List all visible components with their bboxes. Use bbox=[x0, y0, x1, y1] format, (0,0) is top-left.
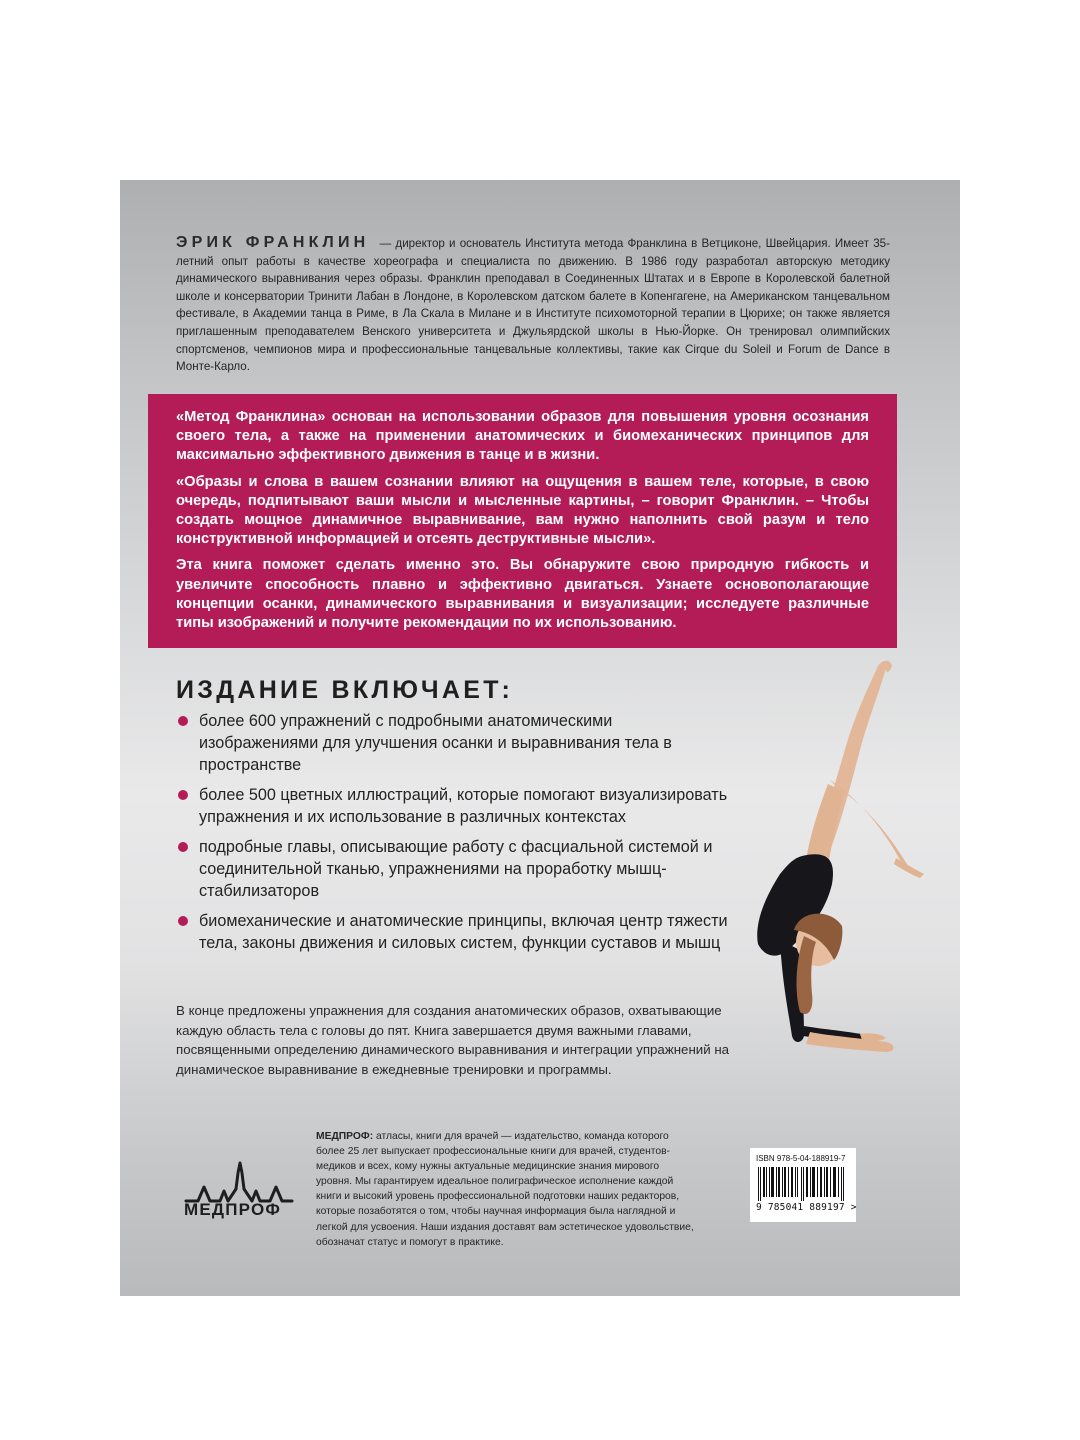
book-back-cover bbox=[120, 180, 960, 1296]
list-item bbox=[176, 910, 736, 954]
list-item bbox=[176, 710, 736, 776]
promo-paragraph: «Образы и слова в вашем сознании влияют на ощущения в вашем теле, которые, в свою очередь, подпитывают ваши мысли и мысленные картины, – говорит Франклин. – Чтобы создать мощное динамичное выравнивание, вам нужно наполнить свой разум и тело конструктивной информацией и отсеять деструктивные мысли». bbox=[176, 473, 869, 548]
publisher-lead: МЕДПРОФ: bbox=[316, 1131, 374, 1142]
bullet-icon bbox=[178, 842, 188, 852]
medprof-logo-text: МЕДПРОФ bbox=[184, 1200, 282, 1219]
promo-paragraph: Эта книга поможет сделать именно это. Вы обнаружите свою природную гибкость и увеличите способность плавно и эффективно двигаться. Узнаете основополагающие концепции осанки, динамического выравнивания и визуализации; исследуете различные типы изображений и получите рекомендации по их использованию. bbox=[176, 557, 869, 632]
author-bio bbox=[176, 234, 890, 376]
closing-paragraph: В конце предложены упражнения для создания анатомических образов, охватывающие каждую область тела с головы до пят. Книга завершается двумя важными главами, посвященными определению динамического выравнивания и интеграции упражнений на динамическое выравнивание в ежедневные тренировки и программы. bbox=[176, 1003, 730, 1077]
includes-list bbox=[176, 710, 736, 962]
barcode-icon bbox=[756, 1167, 850, 1201]
gymnast-illustration bbox=[710, 660, 950, 1080]
list-item-text: биомеханические и анатомические принципы, включая центр тяжести тела, законы движения и силовых систем, функции суставов и мышц bbox=[199, 912, 728, 952]
promo-block bbox=[148, 394, 897, 648]
author-bio-text: — директор и основатель Института метода Франклина в Ветциконе, Швейцария. Имеет 35-летний опыт работы в качестве хореографа и специалиста по движению. В 1986 году разработал авторскую методику динамического выравнивания через образы. Франклин преподавал в Соединенных Штатах и в Европе в Королевской балетной школе и консерватории Тринити Лабан в Лондоне, в Королевском датском балете в Копенгагене, на Американском танцевальном фестивале, в Академии танца в Риме, в Ла Скала в Милане и в Институте психомоторной терапии в Цюрихе; он также является приглашенным преподавателем Венского университета и Джульярдской школы в Нью-Йорке. Он тренировал олимпийских спортсменов, чемпионов мира и профессиональные танцевальные коллективы, такие как Cirque du Soleil и Forum de Dance в Монте-Карло. bbox=[176, 237, 890, 374]
list-item-text: более 600 упражнений с подробными анатомическими изображениями для улучшения осанки и выравнивания тела в пространстве bbox=[199, 712, 672, 774]
isbn-digits: 9 785041 889197 > bbox=[756, 1202, 857, 1213]
bullet-icon bbox=[178, 716, 188, 726]
bullet-icon bbox=[178, 916, 188, 926]
list-item-text: более 500 цветных иллюстраций, которые помогают визуализировать упражнения и их использование в различных контекстах bbox=[199, 786, 728, 826]
list-item bbox=[176, 836, 736, 902]
publisher-info bbox=[316, 1129, 698, 1250]
includes-heading: ИЗДАНИЕ ВКЛЮЧАЕТ: bbox=[176, 676, 514, 704]
promo-paragraph: «Метод Франклина» основан на использовании образов для повышения уровня осознания своего тела, а также на применении анатомических и биомеханических принципов для максимально эффективного движения в танце и в жизни. bbox=[176, 409, 869, 464]
publisher-text: атласы, книги для врачей — издательство, команда которого более 25 лет выпускает профессиональные книги для врачей, студентов-медиков и всех, кому нужны актуальные медицинские знания мирового уровня. Мы гарантируем идеальное полиграфическое исполнение каждой книги и высокий уровень профессиональной подготовки наших редакторов, которые позаботятся о том, чтобы научная информация была наглядной и легкой для усвоения. Наши издания доставят вам эстетическое удовольствие, обозначат статус и помогут в практике. bbox=[316, 1131, 694, 1248]
list-item-text: подробные главы, описывающие работу с фасциальной системой и соединительной тканью, упражнениями на проработку мышц-стабилизаторов bbox=[199, 838, 713, 900]
isbn-label: ISBN 978-5-04-188919-7 bbox=[756, 1154, 846, 1163]
author-name: ЭРИК ФРАНКЛИН bbox=[176, 234, 370, 251]
list-item bbox=[176, 784, 736, 828]
bullet-icon bbox=[178, 790, 188, 800]
isbn-barcode-box bbox=[750, 1148, 856, 1222]
